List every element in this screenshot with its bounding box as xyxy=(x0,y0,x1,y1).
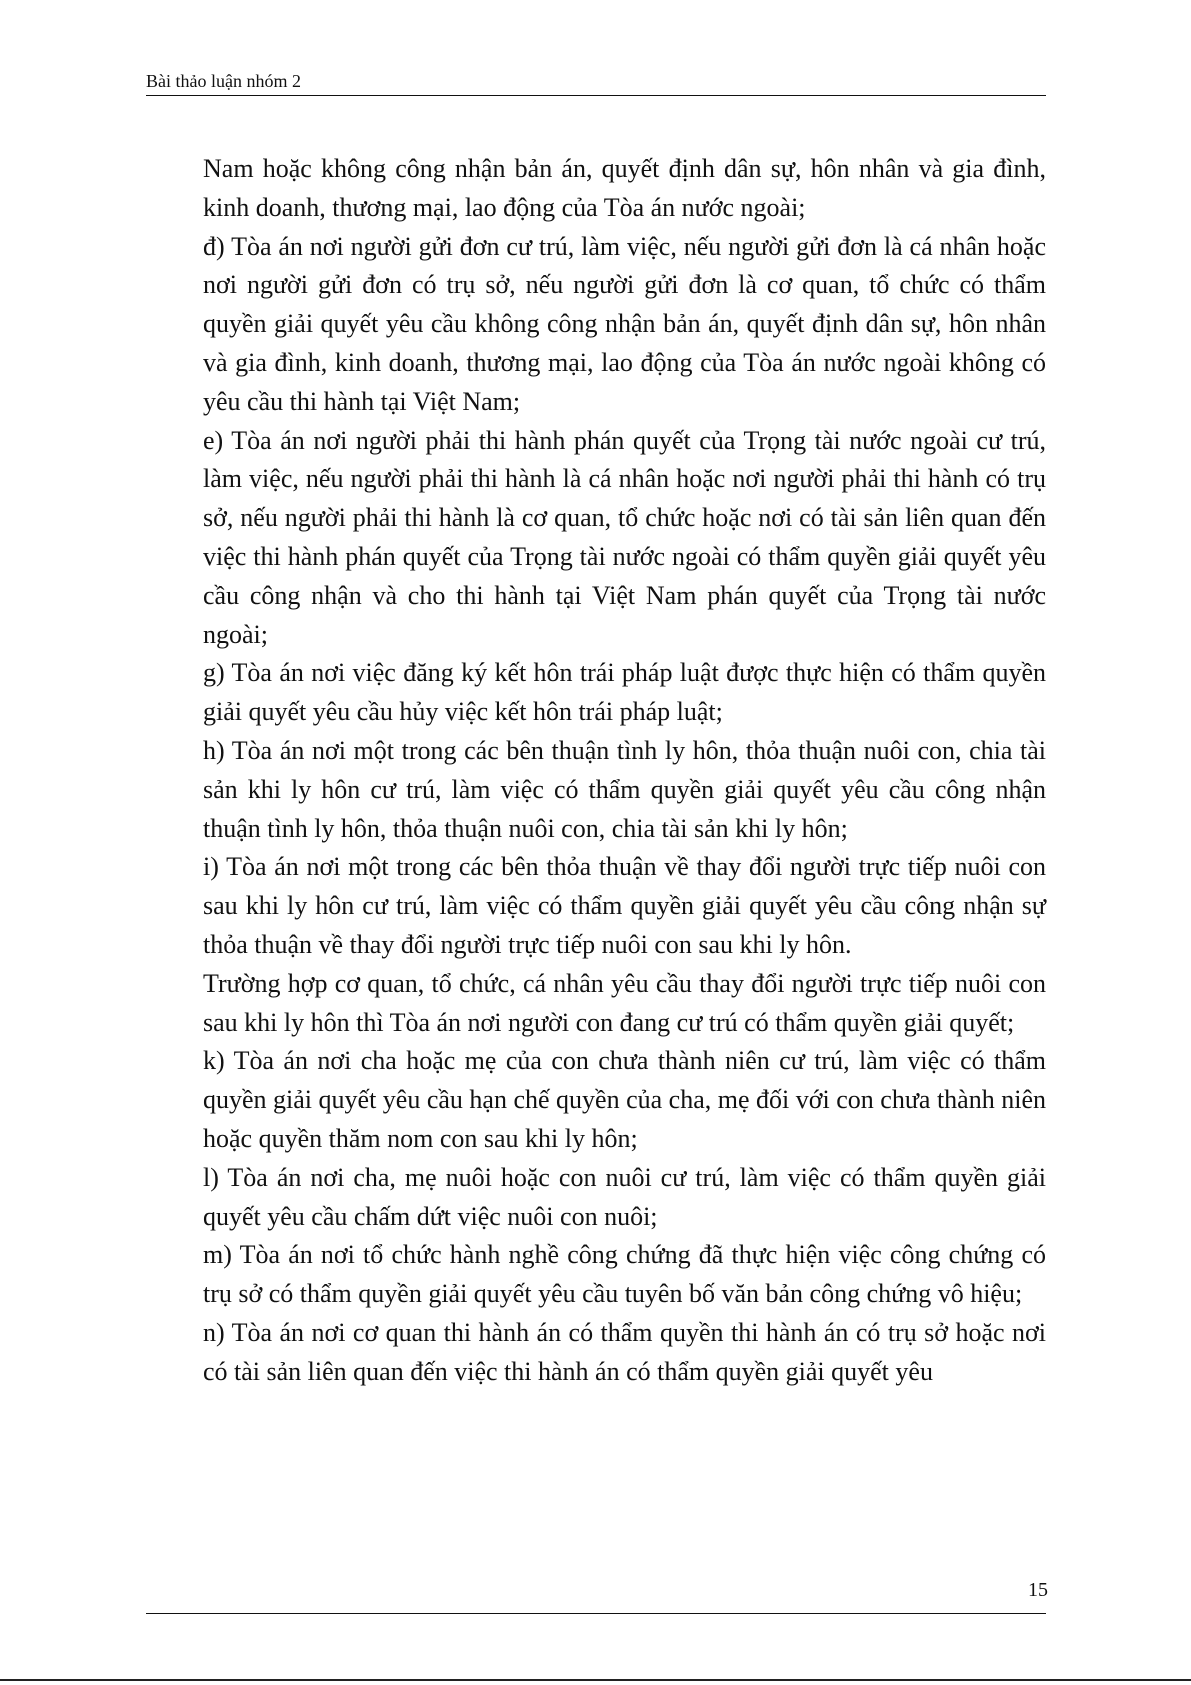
footer-rule xyxy=(146,1613,1046,1614)
paragraph-item-dd: đ) Tòa án nơi người gửi đơn cư trú, làm việc, nếu người gửi đơn là cá nhân hoặc nơi người gửi đơn có trụ sở, nếu người gửi đơn là cơ quan, tổ chức có thẩm quyền giải quyết yêu cầu không công nhận bản án, quyết định dân sự, hôn nhân và gia đình, kinh doanh, thương mại, lao động của Tòa án nước ngoài không có yêu cầu thi hành tại Việt Nam; xyxy=(203,231,1046,416)
paragraph-item-k: k) Tòa án nơi cha hoặc mẹ của con chưa thành niên cư trú, làm việc có thẩm quyền giải quyết yêu cầu hạn chế quyền của cha, mẹ đối với con chưa thành niên hoặc quyền thăm nom con sau khi ly hôn; xyxy=(203,1046,1046,1153)
paragraph-item-m: m) Tòa án nơi tổ chức hành nghề công chứng đã thực hiện việc công chứng có trụ sở có thẩm quyền giải quyết yêu cầu tuyên bố văn bản công chứng vô hiệu; xyxy=(203,1240,1046,1309)
paragraph-note: Trường hợp cơ quan, tổ chức, cá nhân yêu cầu thay đổi người trực tiếp nuôi con sau khi ly hôn thì Tòa án nơi người con đang cư trú có thẩm quyền giải quyết; xyxy=(203,968,1046,1037)
header-rule xyxy=(146,95,1046,96)
page-edge-line xyxy=(0,1679,1191,1681)
paragraph-item-g: g) Tòa án nơi việc đăng ký kết hôn trái pháp luật được thực hiện có thẩm quyền giải quyết yêu cầu hủy việc kết hôn trái pháp luật; xyxy=(203,658,1046,727)
document-body xyxy=(203,150,1046,1392)
paragraph-item-i: i) Tòa án nơi một trong các bên thỏa thuận về thay đổi người trực tiếp nuôi con sau khi ly hôn cư trú, làm việc có thẩm quyền giải quyết yêu cầu công nhận sự thỏa thuận về thay đổi người trực tiếp nuôi con sau khi ly hôn. xyxy=(203,852,1046,959)
paragraph-item-n: n) Tòa án nơi cơ quan thi hành án có thẩm quyền thi hành án có trụ sở hoặc nơi có tài sản liên quan đến việc thi hành án có thẩm quyền giải quyết yêu xyxy=(203,1317,1046,1386)
paragraph-item-h: h) Tòa án nơi một trong các bên thuận tình ly hôn, thỏa thuận nuôi con, chia tài sản khi ly hôn cư trú, làm việc có thẩm quyền giải quyết yêu cầu công nhận thuận tình ly hôn, thỏa thuận nuôi con, chia tài sản khi ly hôn; xyxy=(203,735,1046,843)
paragraph-item-e: e) Tòa án nơi người phải thi hành phán quyết của Trọng tài nước ngoài cư trú, làm việc, nếu người phải thi hành là cá nhân hoặc nơi người phải thi hành có trụ sở, nếu người phải thi hành là cơ quan, tổ chức hoặc nơi có tài sản liên quan đến việc thi hành phán quyết của Trọng tài nước ngoài có thẩm quyền giải quyết yêu cầu công nhận và cho thi hành tại Việt Nam phán quyết của Trọng tài nước ngoài; xyxy=(203,425,1046,649)
paragraph-item-l: l) Tòa án nơi cha, mẹ nuôi hoặc con nuôi cư trú, làm việc có thẩm quyền giải quyết yêu cầu chấm dứt việc nuôi con nuôi; xyxy=(203,1162,1046,1231)
page-number: 15 xyxy=(1028,1579,1048,1601)
running-header: Bài thảo luận nhóm 2 xyxy=(146,71,301,91)
paragraph-continuation: Nam hoặc không công nhận bản án, quyết định dân sự, hôn nhân và gia đình, kinh doanh, thương mại, lao động của Tòa án nước ngoài; xyxy=(203,154,1046,222)
